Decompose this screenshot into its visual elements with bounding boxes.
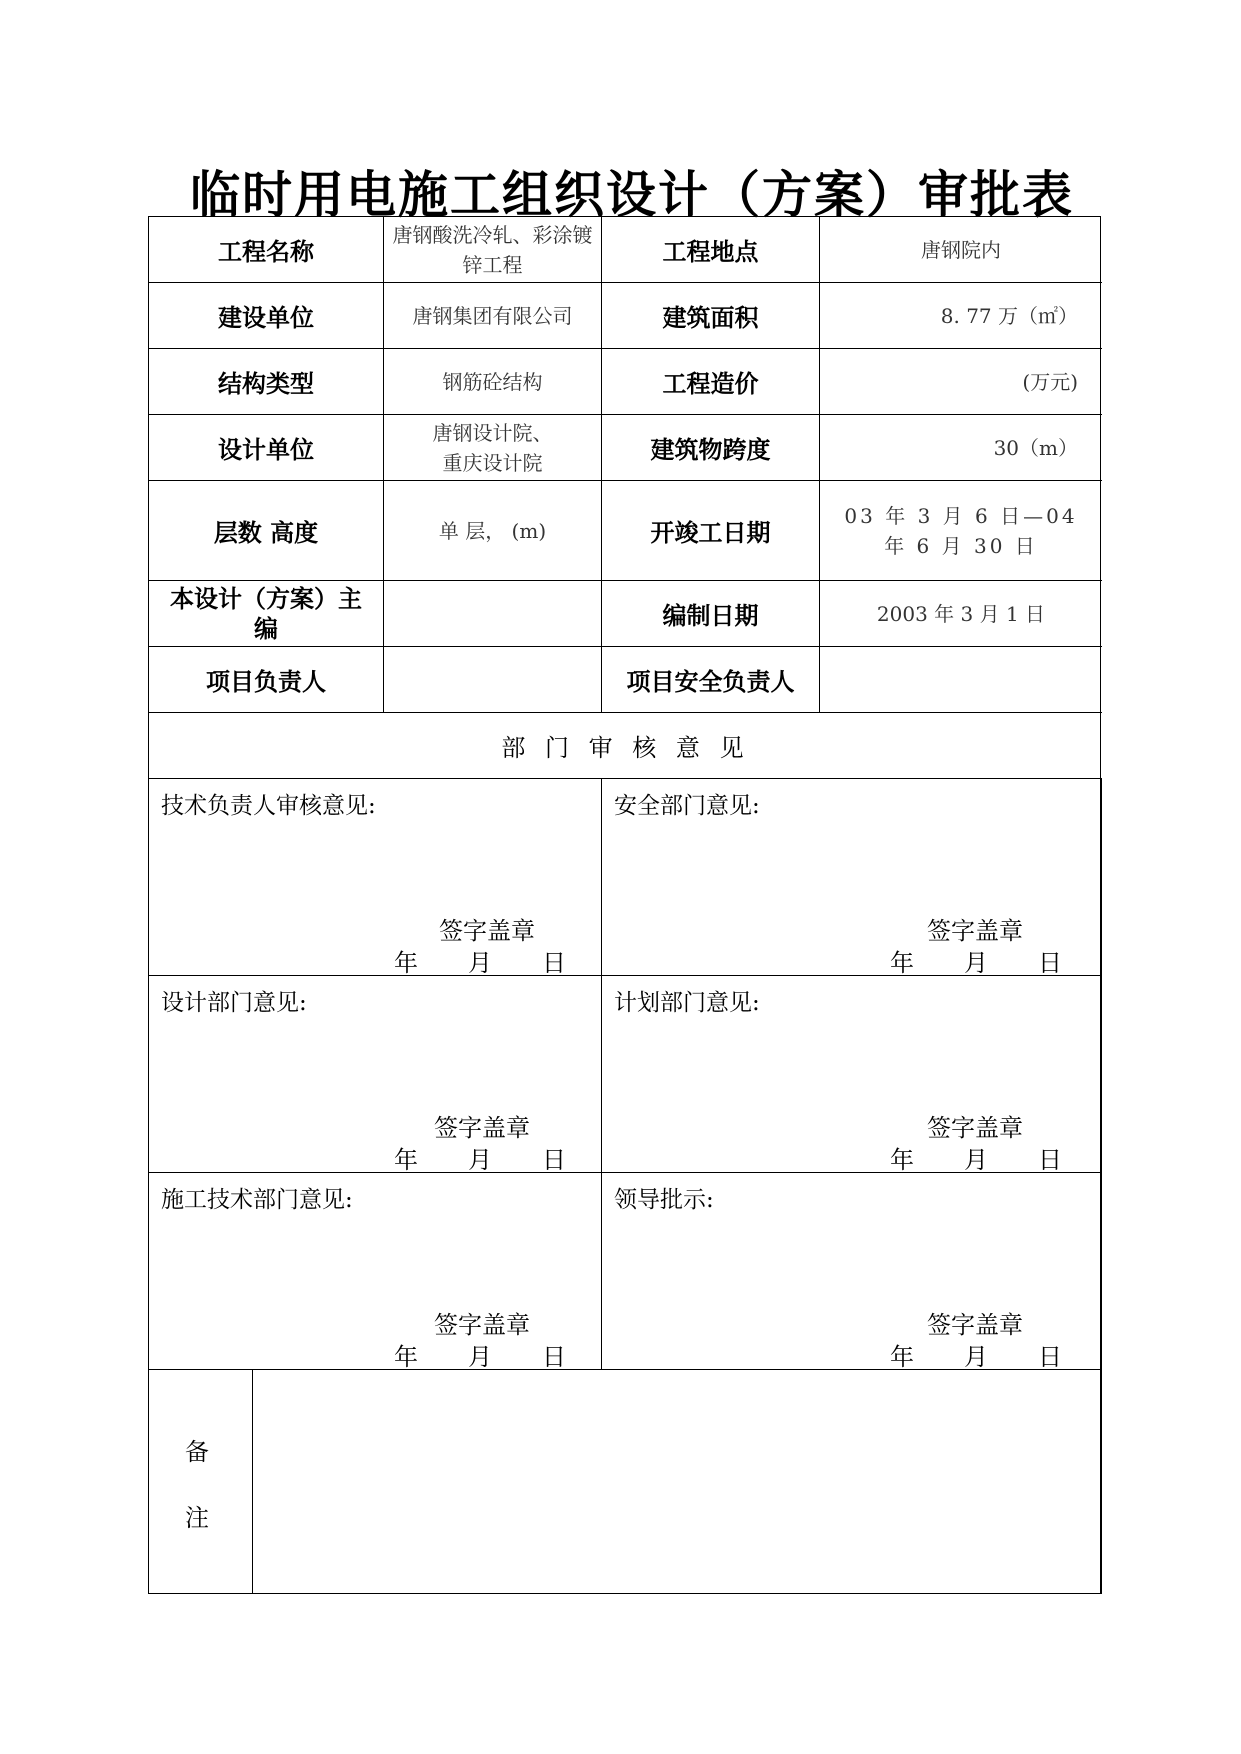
- opinion-label: 领导批示:: [614, 1187, 714, 1213]
- approval-table: [148, 216, 1101, 1594]
- opinion-planning-dept: [602, 976, 1102, 1173]
- month-label: 月: [964, 1343, 988, 1371]
- remarks-char-2: 注: [185, 1504, 209, 1532]
- month-label: 月: [468, 1146, 492, 1174]
- value-floor-area: 8. 77 万（㎡）: [820, 283, 1102, 349]
- opinion-label: 安全部门意见:: [614, 793, 760, 819]
- value-project-location: 唐钢院内: [820, 217, 1102, 283]
- signature-seal-label: 签字盖章: [434, 1114, 530, 1142]
- value-safety-manager: [820, 647, 1102, 713]
- year-label: 年: [890, 1343, 914, 1371]
- day-label: 日: [1038, 949, 1062, 977]
- opinion-safety-dept: [602, 779, 1102, 976]
- label-compile-date: 编制日期: [602, 581, 820, 647]
- label-project-name: 工程名称: [149, 217, 384, 283]
- signature-seal-label: 签字盖章: [927, 1114, 1023, 1142]
- remarks-label: [149, 1370, 253, 1594]
- opinion-label: 技术负责人审核意见:: [161, 793, 376, 819]
- date-line: [890, 943, 1062, 978]
- value-floors-height: 单 层， (m): [384, 481, 602, 581]
- signature-seal-label: 签字盖章: [439, 917, 535, 945]
- month-label: 月: [964, 949, 988, 977]
- label-project-manager: 项目负责人: [149, 647, 384, 713]
- label-floor-area: 建筑面积: [602, 283, 820, 349]
- date-line: [394, 1140, 566, 1175]
- day-label: 日: [542, 1343, 566, 1371]
- value-compile-date: 2003 年 3 月 1 日: [820, 581, 1102, 647]
- value-project-manager: [384, 647, 602, 713]
- opinion-tech-lead: [149, 779, 602, 976]
- value-chief-editor: [384, 581, 602, 647]
- day-label: 日: [1038, 1343, 1062, 1371]
- date-line: [890, 1337, 1062, 1372]
- value-structure-type: 钢筋砼结构: [384, 349, 602, 415]
- label-builder: 建设单位: [149, 283, 384, 349]
- year-label: 年: [394, 1343, 418, 1371]
- year-label: 年: [890, 949, 914, 977]
- date-line: [394, 943, 566, 978]
- month-label: 月: [468, 1343, 492, 1371]
- label-project-location: 工程地点: [602, 217, 820, 283]
- day-label: 日: [1038, 1146, 1062, 1174]
- label-chief-editor: 本设计（方案）主编: [149, 581, 384, 647]
- opinion-label: 设计部门意见:: [161, 990, 307, 1016]
- remarks-char-1: 备: [185, 1438, 209, 1466]
- opinion-label: 计划部门意见:: [614, 990, 760, 1016]
- value-project-name: 唐钢酸洗冷轧、彩涂镀锌工程: [384, 217, 602, 283]
- year-label: 年: [890, 1146, 914, 1174]
- label-design-unit: 设计单位: [149, 415, 384, 481]
- opinion-construction-tech-dept: [149, 1173, 602, 1370]
- signature-seal-label: 签字盖章: [927, 917, 1023, 945]
- date-line: [394, 1337, 566, 1372]
- label-building-span: 建筑物跨度: [602, 415, 820, 481]
- year-label: 年: [394, 949, 418, 977]
- value-builder: 唐钢集团有限公司: [384, 283, 602, 349]
- month-label: 月: [468, 949, 492, 977]
- remarks-content: [253, 1370, 1102, 1594]
- opinion-leadership: [602, 1173, 1102, 1370]
- page-title: 临时用电施工组织设计（方案）审批表: [190, 165, 1074, 224]
- value-project-cost: (万元): [820, 349, 1102, 415]
- label-project-cost: 工程造价: [602, 349, 820, 415]
- signature-seal-label: 签字盖章: [927, 1311, 1023, 1339]
- label-floors-height: 层数 高度: [149, 481, 384, 581]
- value-construction-dates: 03 年 3 月 6 日—04 年 6 月 30 日: [820, 481, 1102, 581]
- label-safety-manager: 项目安全负责人: [602, 647, 820, 713]
- opinion-label: 施工技术部门意见:: [161, 1187, 353, 1213]
- month-label: 月: [964, 1146, 988, 1174]
- signature-seal-label: 签字盖章: [434, 1311, 530, 1339]
- value-design-unit: 唐钢设计院、重庆设计院: [384, 415, 602, 481]
- opinion-design-dept: [149, 976, 602, 1173]
- section-header: 部 门 审 核 意 见: [149, 713, 1102, 779]
- value-building-span: 30（m）: [820, 415, 1102, 481]
- day-label: 日: [542, 949, 566, 977]
- label-structure-type: 结构类型: [149, 349, 384, 415]
- date-line: [890, 1140, 1062, 1175]
- day-label: 日: [542, 1146, 566, 1174]
- year-label: 年: [394, 1146, 418, 1174]
- label-construction-dates: 开竣工日期: [602, 481, 820, 581]
